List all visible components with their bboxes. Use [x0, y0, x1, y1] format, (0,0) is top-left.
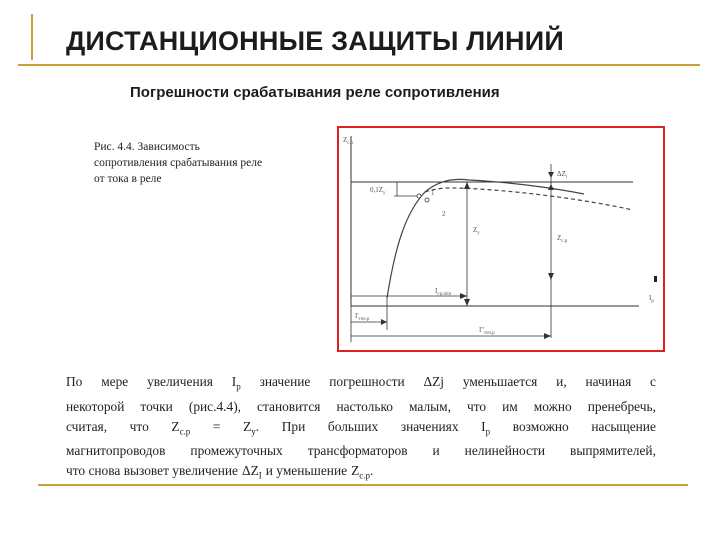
curve-1-label: 1: [431, 189, 435, 197]
word: насыщение: [591, 418, 656, 434]
figure-diagram: [339, 128, 663, 350]
word: значениях: [400, 418, 459, 434]
zcp-label: $Z_{c.p}$: [557, 234, 568, 244]
word: точки: [140, 398, 173, 414]
i-tochn2-label: $I''_{точ.р}$: [479, 326, 495, 336]
delta-z-label: $\Delta Z_i$: [557, 170, 568, 180]
paragraph-line-3: [66, 417, 656, 442]
word: По: [66, 374, 83, 389]
i-tochn-label: $I'_{точ.р}$: [355, 312, 370, 322]
word: начиная: [585, 374, 632, 389]
word: $Z_{c.p}$.: [351, 463, 374, 482]
word: пренебречь,: [587, 398, 656, 414]
word: погрешности: [329, 374, 405, 389]
delta-z-arrow-top: [548, 172, 554, 178]
explanation-paragraph: [66, 372, 656, 486]
i-tochn2-dim-arrow: [544, 333, 551, 339]
slide-subtitle: Погрешности срабатывания реле сопротивления: [130, 84, 500, 101]
word: =: [212, 418, 221, 434]
i-min-dim-arrow: [460, 293, 467, 299]
word: возможно: [512, 418, 569, 434]
word: значение: [259, 374, 311, 389]
word: что: [466, 398, 487, 414]
zy-label: $Z_y$: [473, 226, 480, 236]
word: становится: [257, 398, 321, 414]
curve-2-label: 2: [442, 210, 446, 218]
word: уменьшается: [462, 374, 538, 389]
title-underline-rule: [18, 64, 700, 66]
caption-line-3: от тока в реле: [94, 173, 162, 185]
word: что: [129, 418, 149, 434]
zy-dim-arrow-bottom: [464, 299, 470, 306]
word: выпрямителей,: [570, 443, 656, 459]
word: малым,: [409, 398, 451, 414]
curve-point-2: [425, 198, 429, 202]
paragraph-line-1: [66, 372, 656, 397]
word: (рис.4.4),: [188, 398, 242, 414]
figure-caption: [94, 139, 324, 187]
word: и,: [556, 374, 567, 389]
word: и уменьшение: [265, 463, 348, 479]
word: с: [650, 374, 656, 389]
word: $\Delta Z_I$: [242, 463, 262, 482]
word: можно: [533, 398, 572, 414]
footer-rule: [38, 484, 688, 486]
z-axis-label: $Z_{c.p}$: [343, 136, 354, 146]
paragraph-line-5: [66, 461, 656, 486]
slide-title: ДИСТАНЦИОННЫЕ ЗАЩИТЫ ЛИНИЙ: [66, 26, 564, 56]
caption-line-1: Рис. 4.4. Зависимость: [94, 141, 200, 153]
word: увеличения: [147, 374, 213, 389]
curve-1: [387, 179, 584, 298]
word: ΔZj: [423, 374, 444, 389]
i-tochn-dim-arrow: [381, 319, 387, 325]
word: некоторой: [66, 398, 125, 414]
left-accent-rule: [31, 14, 33, 60]
delta-z-arrow-bottom: [548, 184, 554, 190]
word: $Z_y$.: [243, 418, 260, 437]
word: считая,: [66, 418, 108, 434]
word: больших: [327, 418, 379, 434]
word: что снова вызовет увеличение: [66, 463, 238, 479]
word: При: [281, 418, 306, 434]
word: трансформаторов: [307, 443, 408, 459]
word: $I_p$: [481, 418, 491, 437]
word: и: [432, 443, 440, 459]
paragraph-line-4: [66, 441, 656, 461]
caption-line-2: сопротивления срабатывания реле: [94, 157, 263, 169]
word: мере: [101, 374, 129, 389]
paragraph-line-2: [66, 397, 656, 417]
word: $Z_{c.p}$: [171, 418, 191, 437]
curve-2: [425, 188, 633, 210]
relay-impedance-figure: [337, 126, 665, 352]
i-axis-label: $I_p$: [649, 294, 654, 304]
word: им: [502, 398, 518, 414]
word: нелинейности: [464, 443, 546, 459]
word: $I_p$: [231, 374, 241, 392]
word: настолько: [336, 398, 393, 414]
tenth-zy-label: $0,1Z_y$: [370, 186, 386, 196]
curve-point-1: [417, 194, 421, 198]
word: промежуточных: [190, 443, 283, 459]
i-min-label: $I_{cp.min}$: [435, 287, 452, 297]
zy-dim-arrow-top: [464, 182, 470, 189]
stray-mark: [654, 276, 657, 282]
word: магнитопроводов: [66, 443, 166, 459]
